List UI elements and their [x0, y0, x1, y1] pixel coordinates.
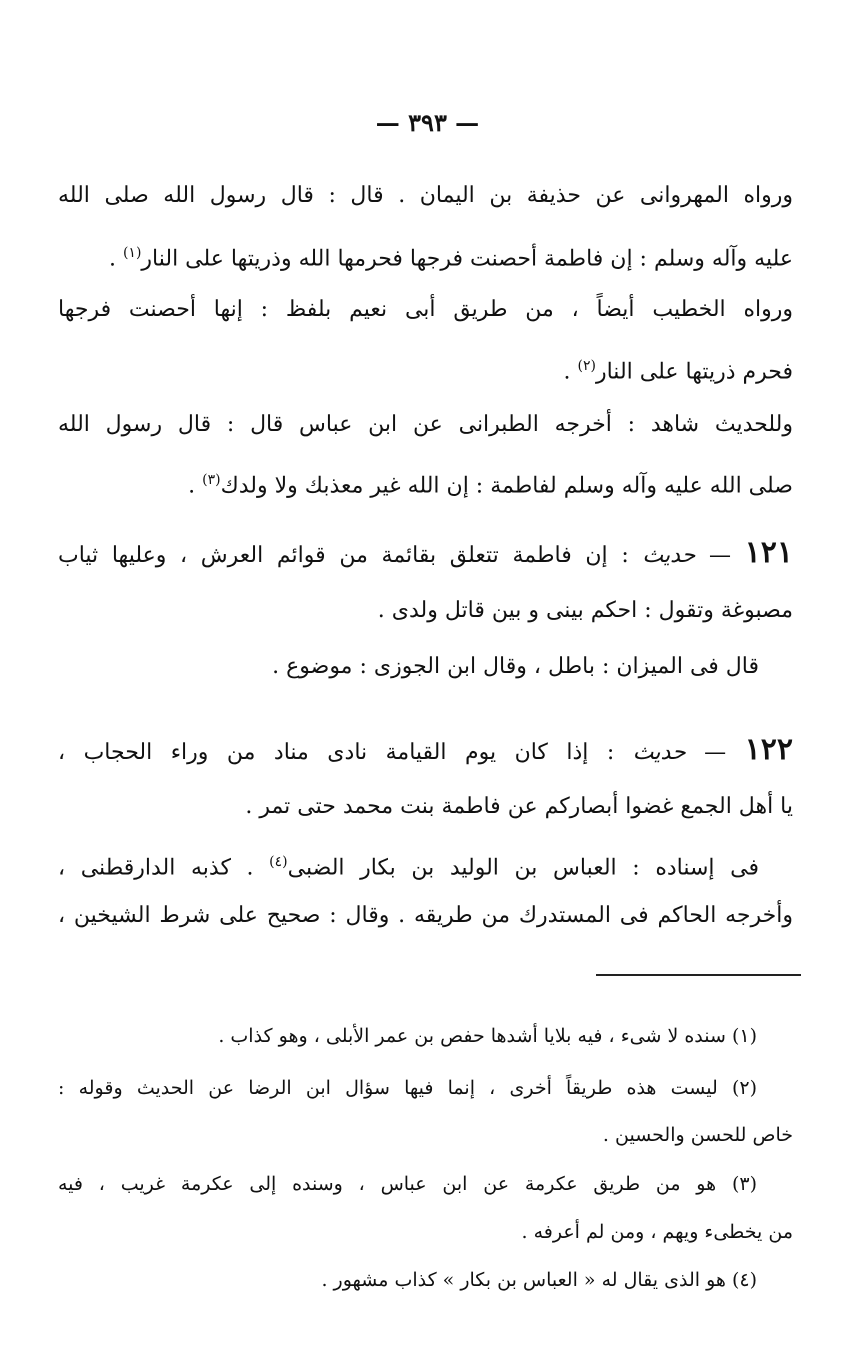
hadith-121-heading-line: ١٢١ — حديث : إن فاطمة تتعلق بقائمة من قوائم العرش ، وعليها ثياب: [58, 535, 793, 570]
body-text: عليه وآله وسلم : إن فاطمة أحصنت فرجها فحرمها الله وذريتها على النار: [141, 246, 793, 272]
hadith-label: حديث: [642, 543, 696, 568]
body-line-5: وللحديث شاهد : أخرجه الطبرانى عن ابن عباس قال : قال رسول الله: [58, 412, 793, 437]
line-end: .: [188, 473, 203, 499]
body-line-2: [58, 238, 793, 274]
footnote-ref-4: (٤): [269, 854, 288, 870]
hadith-122-line-2: يا أهل الجمع غضوا أبصاركم عن فاطمة بنت محمد حتى تمر .: [245, 794, 793, 819]
hadith-number: ١٢٢: [744, 732, 793, 767]
hadith-122-heading-line: ١٢٢ — حديث : إذا كان يوم القيامة نادى مناد من وراء الحجاب ،: [58, 732, 793, 767]
footnote-ref-1: (١): [122, 245, 142, 261]
footnote-1: (١) سنده لا شىء ، فيه بلايا أشدها حفص بن عمر الأبلى ، وهو كذاب .: [218, 1025, 757, 1047]
footnote-3: (٣) هو من طريق عكرمة عن ابن عباس ، وسنده إلى عكرمة غريب ، فيه: [58, 1173, 757, 1195]
body-line-1: ورواه المهروانى عن حذيفة بن اليمان . قال : قال رسول الله صلى الله: [58, 183, 793, 208]
line-end: .: [563, 359, 578, 385]
hadith-122-isnad-line: [58, 847, 759, 883]
page-number: — ٣٩٣ —: [375, 108, 480, 137]
footnote-ref-2: (٢): [577, 358, 596, 374]
footnote-2: (٢) ليست هذه طريقاً أخرى ، إنما فيها سؤال ابن الرضا عن الحديث وقوله :: [58, 1077, 757, 1099]
hadith-121-verdict: قال فى الميزان : باطل ، وقال ابن الجوزى : موضوع .: [272, 654, 759, 679]
footnote-separator: [596, 974, 801, 976]
footnote-3-continued: من يخطىء ويهم ، ومن لم أعرفه .: [521, 1221, 793, 1243]
footnote-ref-3: (٣): [202, 472, 221, 488]
hadith-121-line-2: مصبوغة وتقول : احكم بينى و بين قاتل ولدى .: [377, 598, 793, 623]
hadith-number: ١٢١: [744, 535, 793, 570]
body-text: صلى الله عليه وآله وسلم لفاطمة : إن الله غير معذبك ولا ولدك: [220, 473, 793, 499]
hadith-text: فى إسناده : العباس بن الوليد بن بكار الضبى: [287, 855, 759, 881]
hadith-text: : إن فاطمة تتعلق بقائمة من قوائم العرش ، وعليها ثياب: [58, 543, 629, 568]
hadith-122-line-4: وأخرجه الحاكم فى المستدرك من طريقه . وقال : صحيح على شرط الشيخين ،: [58, 903, 793, 928]
hadith-text: . كذبه الدارقطنى ،: [58, 855, 270, 881]
body-line-3: ورواه الخطيب أيضاً ، من طريق أبى نعيم بلفظ : إنها أحصنت فرجها: [58, 297, 793, 322]
hadith-label: حديث: [632, 740, 686, 765]
body-line-6: [58, 465, 793, 501]
body-line-4: [58, 351, 793, 387]
footnote-2-continued: خاص للحسن والحسين .: [602, 1124, 793, 1146]
hadith-text: : إذا كان يوم القيامة نادى مناد من وراء الحجاب ،: [58, 740, 615, 765]
line-end: .: [108, 246, 123, 272]
body-text: فحرم ذريتها على النار: [595, 359, 793, 385]
footnote-4: (٤) هو الذى يقال له « العباس بن بكار » كذاب مشهور .: [321, 1269, 757, 1291]
